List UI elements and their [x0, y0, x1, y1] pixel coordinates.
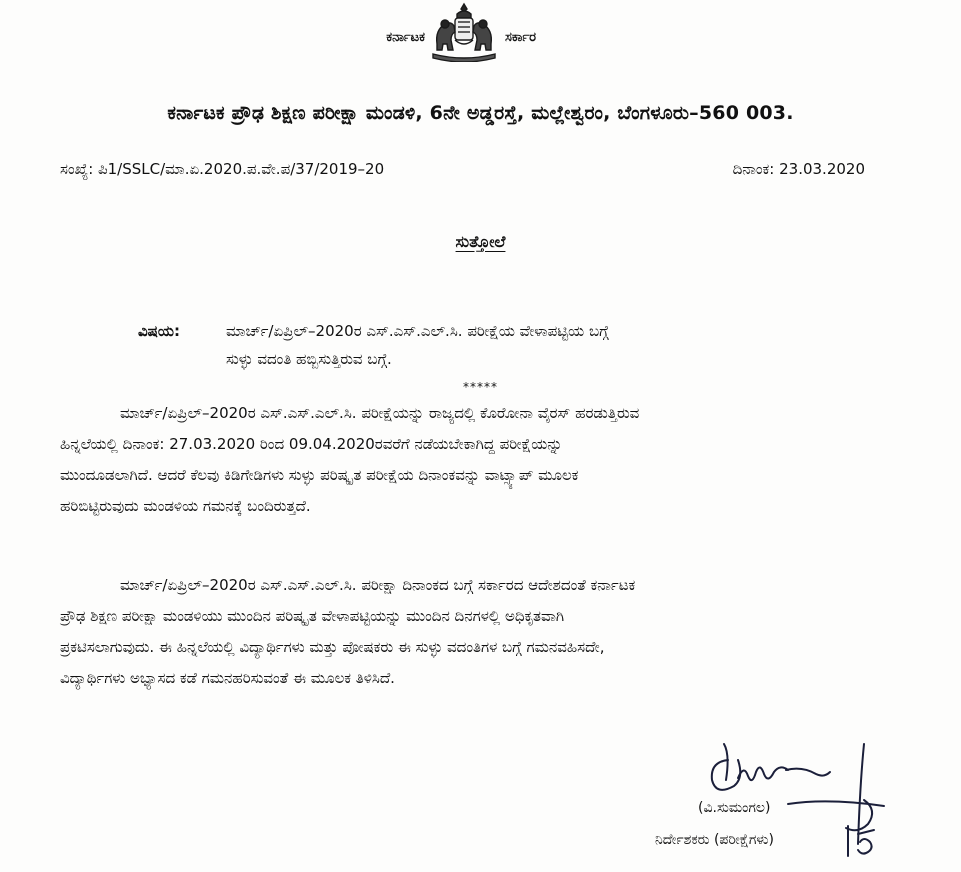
state-emblem-icon	[427, 0, 501, 62]
signatory-name: (ವಿ.ಸುಮಂಗಲ)	[698, 800, 771, 816]
reference-date: ದಿನಾಂಕ: 23.03.2020	[732, 160, 865, 178]
reference-number: ಸಂಖ್ಯೆ: ಪಿ1/SSLC/ಮಾ.ಏ.2020.ಪ.ವೇ.ಪ/37/2019–20	[60, 160, 385, 178]
paragraph-line: ವಿದ್ಯಾರ್ಥಿಗಳು ಅಭ್ಯಾಸದ ಕಡೆ ಗಮನಹರಿಸುವಂತೆ ಈ ಮೂಲಕ ತಿಳಿಸಿದೆ.	[60, 669, 395, 687]
signatory-designation: ನಿರ್ದೇಶಕರು (ಪರೀಕ್ಷೆಗಳು)	[655, 832, 774, 848]
subject-line-2: ಸುಳ್ಳು ವದಂತಿ ಹಬ್ಬಿಸುತ್ತಿರುವ ಬಗ್ಗೆ.	[226, 350, 392, 368]
separator: *****	[463, 380, 498, 394]
body-paragraph-2	[60, 570, 885, 694]
emblem-right-text: ಸರ್ಕಾರ	[505, 30, 536, 45]
body-paragraph-1	[60, 398, 885, 522]
paragraph-line: ಹಿನ್ನಲೆಯಲ್ಲಿ ದಿನಾಂಕ: 27.03.2020 ರಿಂದ 09.04.2020ರವರೆಗೆ ನಡೆಯಬೇಕಾಗಿದ್ದ ಪರೀಕ್ಷೆಯನ್ನು	[60, 435, 563, 453]
subject-label: ವಿಷಯ:	[138, 322, 180, 340]
paragraph-line: ಹರಿಬಿಟ್ಟಿರುವುದು ಮಂಡಳಿಯ ಗಮನಕ್ಕೆ ಬಂದಿರುತ್ತದೆ.	[60, 497, 311, 515]
paragraph-line: ಮುಂದೂಡಲಾಗಿದೆ. ಆದರೆ ಕೆಲವು ಕಿಡಿಗೇಡಿಗಳು ಸುಳ್ಳು ಪರಿಷ್ಕೃತ ಪರೀಕ್ಷೆಯ ದಿನಾಂಕವನ್ನು ವಾಟ್ಸ್ಯಾಪ್ ಮೂಲಕ	[60, 466, 579, 484]
emblem-left-text: ಕರ್ನಾಟಕ	[386, 30, 425, 45]
document-title	[0, 232, 961, 252]
subject-line-1: ಮಾರ್ಚ್/ಏಪ್ರಿಲ್–2020ರ ಎಸ್.ಎಸ್.ಎಲ್.ಸಿ. ಪರೀಕ್ಷೆಯ ವೇಳಾಪಟ್ಟಿಯ ಬಗ್ಗೆ	[226, 322, 609, 340]
paragraph-line: ಪ್ರಕಟಿಸಲಾಗುವುದು. ಈ ಹಿನ್ನಲೆಯಲ್ಲಿ ವಿದ್ಯಾರ್ಥಿಗಳು ಮತ್ತು ಪೋಷಕರು ಈ ಸುಳ್ಳು ವದಂತಿಗಳ ಬಗ್ಗೆ ಗಮನವಹಿಸದೇ,	[60, 638, 605, 656]
document-title-text: ಸುತ್ತೋಲೆ	[455, 232, 506, 251]
paragraph-line: ಮಾರ್ಚ್/ಏಪ್ರಿಲ್–2020ರ ಎಸ್.ಎಸ್.ಎಲ್.ಸಿ. ಪರೀಕ್ಷೆಯನ್ನು ರಾಜ್ಯದಲ್ಲಿ ಕೊರೋನಾ ವೈರಸ್ ಹರಡುತ್ತಿರುವ	[120, 404, 640, 422]
organization-title: ಕರ್ನಾಟಕ ಪ್ರೌಢ ಶಿಕ್ಷಣ ಪರೀಕ್ಷಾ ಮಂಡಳಿ, 6ನೇ ಅಡ್ಡರಸ್ತೆ, ಮಲ್ಲೇಶ್ವರಂ, ಬೆಂಗಳೂರು–560 003.	[167, 102, 794, 124]
paragraph-line: ಪ್ರೌಢ ಶಿಕ್ಷಣ ಪರೀಕ್ಷಾ ಮಂಡಳಿಯು ಮುಂದಿನ ಪರಿಷ್ಕೃತ ವೇಳಾಪಟ್ಟಿಯನ್ನು ಮುಂದಿನ ದಿನಗಳಲ್ಲಿ ಅಧಿಕೃತವಾಗಿ	[60, 607, 565, 625]
paragraph-line: ಮಾರ್ಚ್/ಏಪ್ರಿಲ್–2020ರ ಎಸ್.ಎಸ್.ಎಲ್.ಸಿ. ಪರೀಕ್ಷಾ ದಿನಾಂಕದ ಬಗ್ಗೆ ಸರ್ಕಾರದ ಆದೇಶದಂತೆ ಕರ್ನಾಟಕ	[120, 576, 636, 594]
